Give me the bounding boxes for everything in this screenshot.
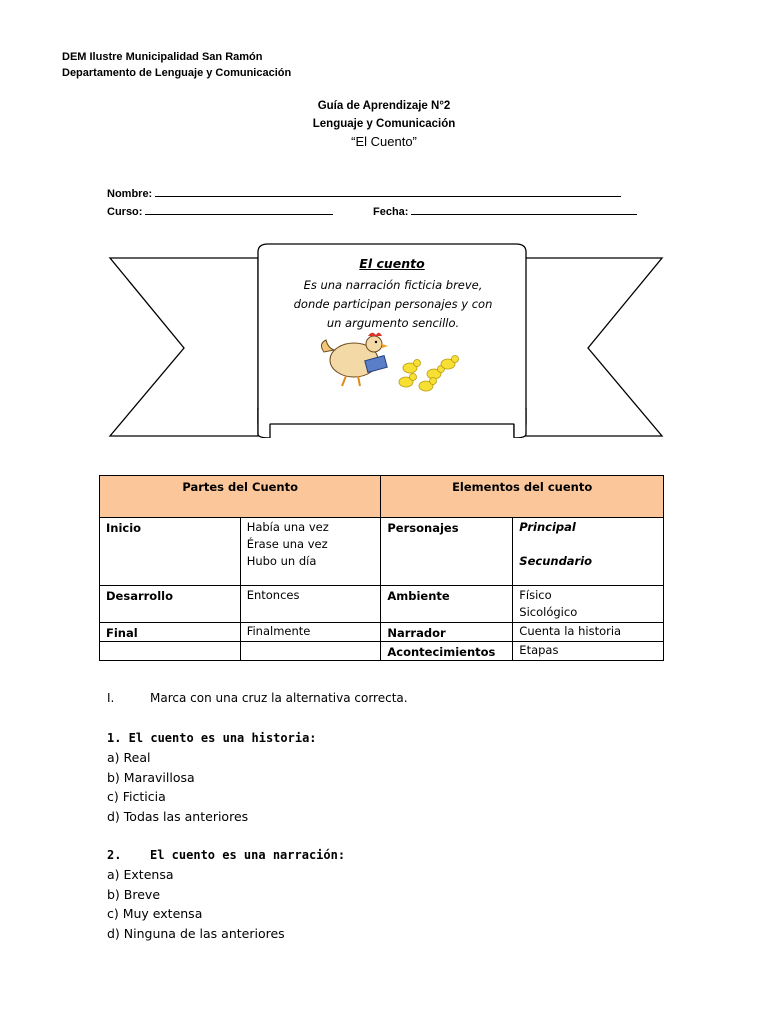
element-value: Principal (519, 520, 576, 534)
guide-title: Guía de Aprendizaje N°2 (317, 100, 451, 112)
answer-option[interactable]: a) Real (107, 750, 151, 765)
course-label: Curso: (107, 206, 143, 218)
part-examples: Finalmente (240, 623, 381, 642)
answer-option[interactable]: b) Breve (107, 886, 161, 902)
date-field (373, 205, 637, 218)
part-examples (240, 518, 381, 586)
element-value: Sicológico (519, 605, 578, 619)
topic-title: “El Cuento” (351, 134, 417, 149)
question-1-options (107, 748, 248, 826)
table-header-elements: Elementos del cuento (381, 476, 664, 518)
name-label: Nombre: (107, 188, 153, 200)
part-name: Inicio (100, 518, 241, 586)
institution-name: DEM Ilustre Municipalidad San Ramón (62, 51, 263, 63)
part-examples (240, 642, 381, 661)
course-blank-line[interactable] (145, 205, 333, 215)
part-name (100, 642, 241, 661)
table-row (100, 586, 664, 623)
element-name: Narrador (381, 623, 513, 642)
hen-reading-chicks-illustration (318, 330, 466, 396)
element-values (513, 586, 664, 623)
element-values: Etapas (513, 642, 664, 661)
date-blank-line[interactable] (411, 205, 637, 215)
part-examples (240, 586, 381, 623)
element-name: Ambiente (381, 586, 513, 623)
question-2-number: 2. (107, 848, 122, 862)
banner-definition-line: un argumento sencillo. (326, 316, 460, 330)
table-header-parts: Partes del Cuento (100, 476, 381, 518)
story-parts-table (99, 475, 664, 661)
section-number: I. (107, 691, 115, 705)
banner-definition (262, 276, 524, 333)
ribbon-left-tail (110, 258, 258, 436)
element-value: Físico (519, 588, 552, 602)
part-name: Final (100, 623, 241, 642)
part-example: Entonces (246, 588, 300, 602)
banner-title: El cuento (359, 256, 425, 271)
answer-option[interactable]: d) Ninguna de las anteriores (107, 925, 285, 941)
answer-option[interactable]: a) Extensa (107, 867, 174, 882)
name-blank-line[interactable] (155, 187, 621, 197)
part-name: Desarrollo (100, 586, 241, 623)
answer-option[interactable]: c) Muy extensa (107, 906, 203, 921)
answer-option[interactable]: c) Ficticia (107, 789, 166, 804)
element-name: Personajes (381, 518, 513, 586)
part-example: Hubo un día (246, 554, 317, 568)
table-row (100, 642, 664, 661)
table-row (100, 623, 664, 642)
answer-option[interactable]: d) Todas las anteriores (107, 808, 249, 824)
name-field (107, 187, 621, 200)
element-values (513, 518, 664, 586)
subject-title: Lenguaje y Comunicación (312, 118, 456, 130)
part-example: Había una vez (246, 520, 329, 534)
answer-option[interactable]: b) Maravillosa (107, 769, 195, 785)
question-1-title: 1. El cuento es una historia: (107, 731, 317, 745)
course-field (107, 205, 333, 218)
element-values: Cuenta la historia (513, 623, 664, 642)
question-2-options (107, 865, 285, 943)
banner-definition-line: donde participan personajes y con (293, 297, 493, 311)
element-name: Acontecimientos (381, 642, 513, 661)
part-example: Érase una vez (246, 537, 328, 551)
element-value: Secundario (519, 554, 593, 568)
date-label: Fecha: (373, 206, 409, 218)
table-row (100, 518, 664, 586)
ribbon-right-tail (514, 258, 662, 436)
banner-definition-line: Es una narración ficticia breve, (303, 278, 483, 292)
section-instruction: Marca con una cruz la alternativa correcta. (150, 691, 408, 705)
department-name: Departamento de Lenguaje y Comunicación (62, 67, 292, 79)
question-2-title: El cuento es una narración: (150, 848, 346, 862)
